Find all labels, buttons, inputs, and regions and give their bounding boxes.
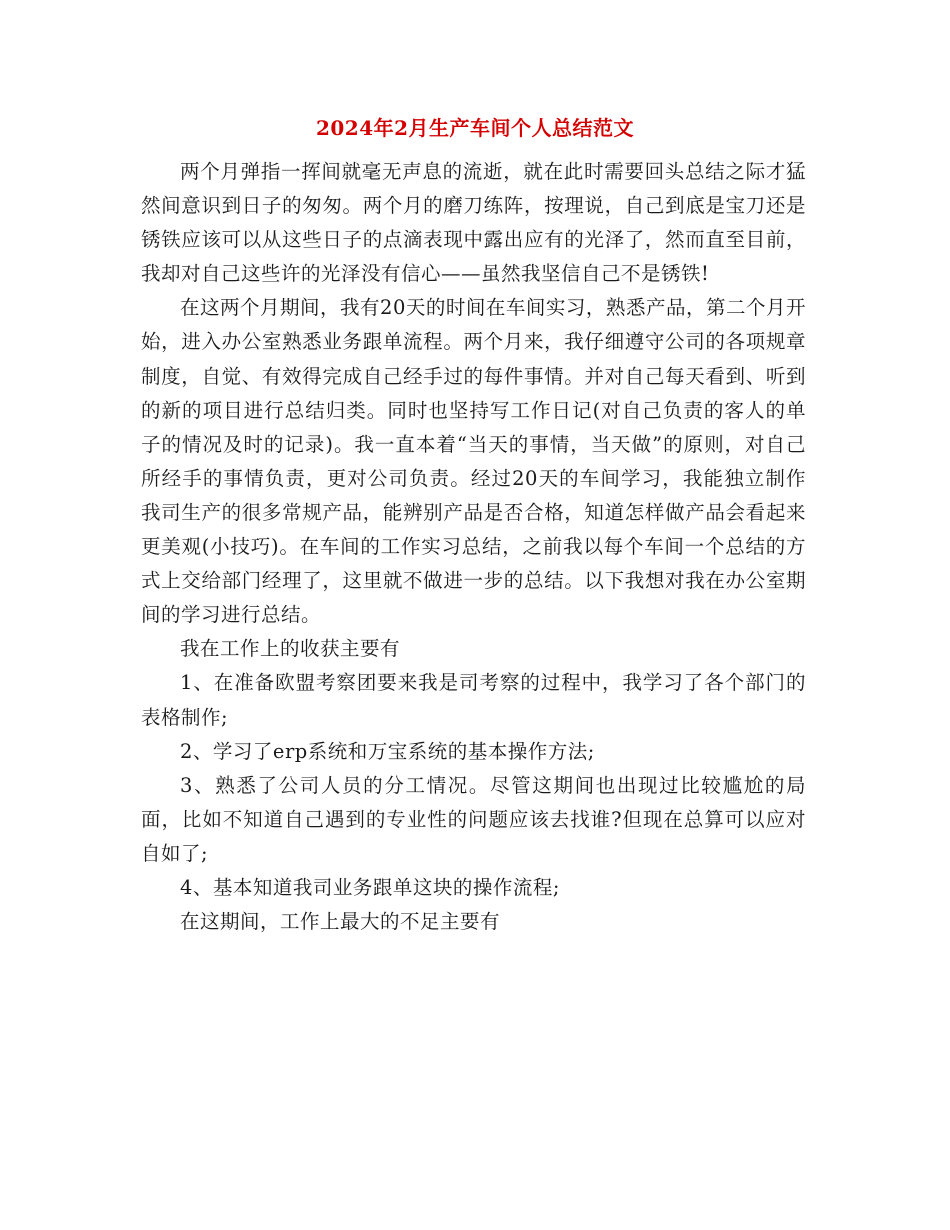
paragraph-gains-heading: 我在工作上的收获主要有: [180, 637, 401, 661]
list-item-gain-2: 2、学习了erp系统和万宝系统的基本操作方法;: [180, 739, 595, 763]
paragraph-intro: 两个月弹指一挥间就毫无声息的流逝，就在此时需要回头总结之际才猛然间意识到日子的匆匆。两个月的磨刀练阵，按理说，自己到底是宝刀还是锈铁应该可以从这些日子的点滴表现中露出应有的光泽了，然而直至目前，我却对自己这些许的光泽没有信心——虽然我坚信自己不是锈铁!: [141, 160, 806, 286]
paragraph-shortcomings-heading: 在这期间，工作上最大的不足主要有: [180, 910, 501, 934]
list-item-gain-3: 3、熟悉了公司人员的分工情况。尽管这期间也出现过比较尴尬的局面，比如不知道自己遇到的专业性的问题应该去找谁?但现在总算可以应对自如了;: [141, 773, 806, 865]
document-title: 2024年2月生产车间个人总结范文: [315, 116, 635, 140]
list-item-gain-4: 4、基本知道我司业务跟单这块的操作流程;: [180, 875, 560, 899]
list-item-gain-1: 1、在准备欧盟考察团要来我是司考察的过程中，我学习了各个部门的表格制作;: [141, 671, 806, 729]
paragraph-work-summary: 在这两个月期间，我有20天的时间在车间实习，熟悉产品，第二个月开始，进入办公室熟悉业务跟单流程。两个月来，我仔细遵守公司的各项规章制度，自觉、有效得完成自己经手过的每件事情。并对自己每天看到、听到的新的项目进行总结归类。同时也坚持写工作日记(对自己负责的客人的单子的情况及时的记录)。我一直本着“当天的事情，当天做”的原则，对自己所经手的事情负责，更对公司负责。经过20天的车间学习，我能独立制作我司生产的很多常规产品，能辨别产品是否合格，知道怎样做产品会看起来更美观(小技巧)。在车间的工作实习总结，之前我以每个车间一个总结的方式上交给部门经理了，这里就不做进一步的总结。以下我想对我在办公室期间的学习进行总结。: [141, 296, 806, 627]
document-body: [141, 155, 806, 939]
